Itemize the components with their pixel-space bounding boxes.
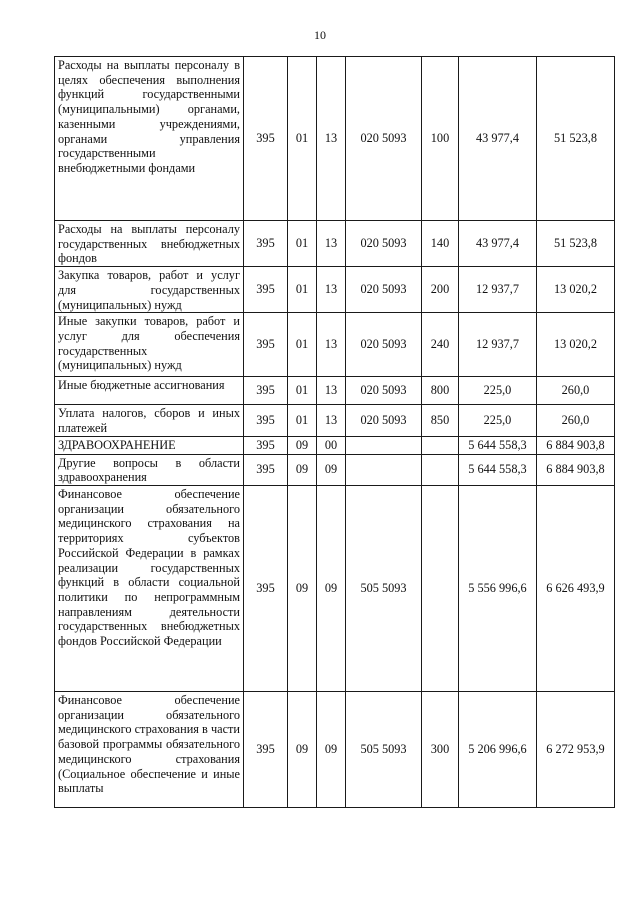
target-article-cell: 020 5093 bbox=[346, 221, 422, 267]
row-name-text: ЗДРАВООХРАНЕНИЕ bbox=[58, 437, 176, 452]
row-name-cell bbox=[55, 692, 244, 808]
row-name-cell bbox=[55, 405, 244, 436]
section-code-cell: 01 bbox=[288, 267, 317, 313]
amount-year2-cell: 260,0 bbox=[537, 405, 615, 436]
table-row bbox=[55, 57, 615, 221]
row-name-text: Финансовое обеспечение организации обязательного медицинского страхования на территориях субъектов Российской Федерации в рамках реализации государственных функций в области социальной политики по непрограммным направлениям деятельности государственных внебюджетных фондов Российской Федерации bbox=[58, 487, 240, 649]
amount-year1-cell: 12 937,7 bbox=[459, 313, 537, 377]
section-code-cell: 01 bbox=[288, 57, 317, 221]
table-row bbox=[55, 221, 615, 267]
gov-code-cell: 395 bbox=[244, 486, 288, 692]
amount-year2-cell: 6 626 493,9 bbox=[537, 486, 615, 692]
amount-year1-cell: 5 644 558,3 bbox=[459, 436, 537, 454]
amount-year2-cell: 51 523,8 bbox=[537, 57, 615, 221]
subsection-code-cell: 13 bbox=[317, 377, 346, 405]
target-article-cell: 505 5093 bbox=[346, 692, 422, 808]
row-name-text: Другие вопросы в области здравоохранения bbox=[58, 455, 240, 485]
amount-year1-cell: 5 206 996,6 bbox=[459, 692, 537, 808]
row-name-cell bbox=[55, 313, 244, 377]
amount-year2-cell: 260,0 bbox=[537, 377, 615, 405]
expense-type-cell: 850 bbox=[422, 405, 459, 436]
row-name-cell bbox=[55, 486, 244, 692]
table-body bbox=[55, 57, 615, 808]
target-article-cell: 020 5093 bbox=[346, 267, 422, 313]
gov-code-cell: 395 bbox=[244, 221, 288, 267]
gov-code-cell: 395 bbox=[244, 436, 288, 454]
subsection-code-cell: 13 bbox=[317, 313, 346, 377]
target-article-cell: 020 5093 bbox=[346, 405, 422, 436]
expense-type-cell bbox=[422, 486, 459, 692]
section-code-cell: 01 bbox=[288, 377, 317, 405]
gov-code-cell: 395 bbox=[244, 313, 288, 377]
table-row bbox=[55, 436, 615, 454]
gov-code-cell: 395 bbox=[244, 57, 288, 221]
expense-type-cell: 200 bbox=[422, 267, 459, 313]
section-code-cell: 09 bbox=[288, 486, 317, 692]
target-article-cell: 020 5093 bbox=[346, 313, 422, 377]
amount-year1-cell: 5 556 996,6 bbox=[459, 486, 537, 692]
expense-type-cell bbox=[422, 436, 459, 454]
target-article-cell: 505 5093 bbox=[346, 486, 422, 692]
amount-year2-cell: 6 272 953,9 bbox=[537, 692, 615, 808]
amount-year1-cell: 225,0 bbox=[459, 377, 537, 405]
amount-year2-cell: 13 020,2 bbox=[537, 267, 615, 313]
table-row bbox=[55, 692, 615, 808]
subsection-code-cell: 09 bbox=[317, 454, 346, 485]
amount-year2-cell: 6 884 903,8 bbox=[537, 436, 615, 454]
row-name-cell bbox=[55, 221, 244, 267]
row-name-text: Закупка товаров, работ и услуг для государственных (муниципальных) нужд bbox=[58, 268, 240, 312]
subsection-code-cell: 13 bbox=[317, 267, 346, 313]
row-name-text: Иные закупки товаров, работ и услуг для обеспечения государственных (муниципальных) нужд bbox=[58, 314, 240, 373]
row-name-cell bbox=[55, 267, 244, 313]
amount-year1-cell: 12 937,7 bbox=[459, 267, 537, 313]
section-code-cell: 09 bbox=[288, 692, 317, 808]
section-code-cell: 09 bbox=[288, 436, 317, 454]
row-name-cell bbox=[55, 454, 244, 485]
row-name-cell bbox=[55, 436, 244, 454]
amount-year1-cell: 43 977,4 bbox=[459, 221, 537, 267]
gov-code-cell: 395 bbox=[244, 405, 288, 436]
target-article-cell: 020 5093 bbox=[346, 377, 422, 405]
amount-year2-cell: 13 020,2 bbox=[537, 313, 615, 377]
subsection-code-cell: 09 bbox=[317, 486, 346, 692]
row-name-text: Расходы на выплаты персоналу в целях обеспечения выполнения функций государственными (муниципальными) органами, казенными учреждениями, органами управления государственными внебюджетными фондами bbox=[58, 58, 240, 175]
subsection-code-cell: 09 bbox=[317, 692, 346, 808]
gov-code-cell: 395 bbox=[244, 377, 288, 405]
table-row bbox=[55, 313, 615, 377]
section-code-cell: 01 bbox=[288, 221, 317, 267]
expense-type-cell: 240 bbox=[422, 313, 459, 377]
gov-code-cell: 395 bbox=[244, 267, 288, 313]
expense-type-cell bbox=[422, 454, 459, 485]
target-article-cell bbox=[346, 454, 422, 485]
table-row bbox=[55, 405, 615, 436]
section-code-cell: 01 bbox=[288, 405, 317, 436]
table-row bbox=[55, 454, 615, 485]
target-article-cell: 020 5093 bbox=[346, 57, 422, 221]
row-name-text: Уплата налогов, сборов и иных платежей bbox=[58, 406, 240, 435]
expense-type-cell: 140 bbox=[422, 221, 459, 267]
section-code-cell: 01 bbox=[288, 313, 317, 377]
amount-year1-cell: 225,0 bbox=[459, 405, 537, 436]
row-name-cell bbox=[55, 377, 244, 405]
table-row bbox=[55, 267, 615, 313]
section-code-cell: 09 bbox=[288, 454, 317, 485]
row-name-cell bbox=[55, 57, 244, 221]
amount-year2-cell: 6 884 903,8 bbox=[537, 454, 615, 485]
expense-type-cell: 300 bbox=[422, 692, 459, 808]
expense-type-cell: 100 bbox=[422, 57, 459, 221]
page-number: 10 bbox=[314, 28, 326, 42]
amount-year2-cell: 51 523,8 bbox=[537, 221, 615, 267]
subsection-code-cell: 13 bbox=[317, 405, 346, 436]
table-row bbox=[55, 377, 615, 405]
subsection-code-cell: 00 bbox=[317, 436, 346, 454]
row-name-text: Иные бюджетные ассигнования bbox=[58, 378, 225, 393]
row-name-text: Расходы на выплаты персоналу государственных внебюджетных фондов bbox=[58, 222, 240, 266]
subsection-code-cell: 13 bbox=[317, 221, 346, 267]
gov-code-cell: 395 bbox=[244, 692, 288, 808]
table-row bbox=[55, 486, 615, 692]
target-article-cell bbox=[346, 436, 422, 454]
amount-year1-cell: 43 977,4 bbox=[459, 57, 537, 221]
subsection-code-cell: 13 bbox=[317, 57, 346, 221]
amount-year1-cell: 5 644 558,3 bbox=[459, 454, 537, 485]
expense-type-cell: 800 bbox=[422, 377, 459, 405]
row-name-text: Финансовое обеспечение организации обязательного медицинского страхования в части базовой программы обязательного медицинского страхования (Социальное обеспечение и иные выплаты bbox=[58, 693, 240, 796]
gov-code-cell: 395 bbox=[244, 454, 288, 485]
budget-table bbox=[54, 56, 615, 808]
